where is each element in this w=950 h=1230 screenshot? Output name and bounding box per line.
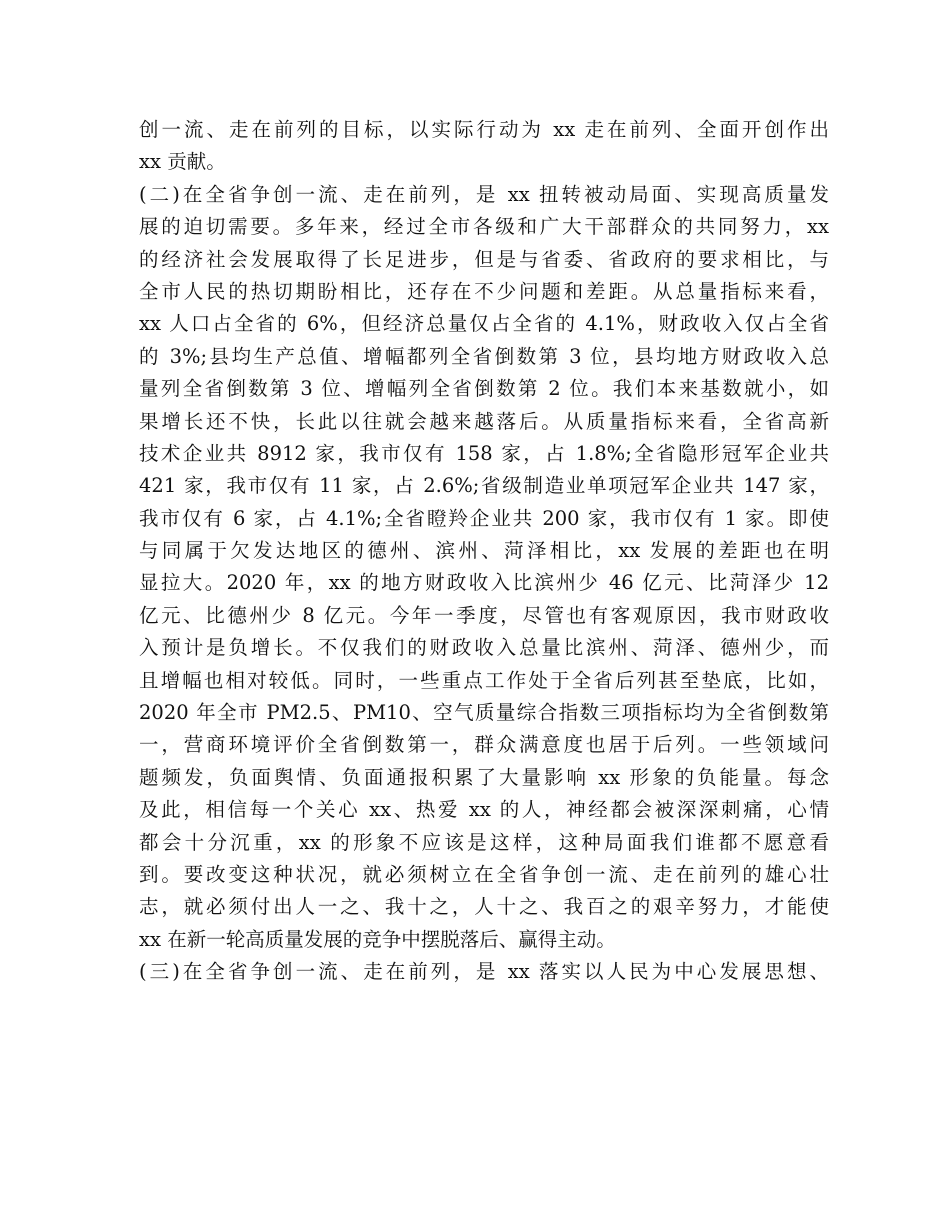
text-line: xx 在新一轮高质量发展的竞争中摆脱落后、赢得主动。 [139,927,616,951]
text-line: xx 人口占全省的 6%，但经济总量仅占全省的 4.1%，财政收入仅占全省 [139,312,829,336]
text-line: (三)在全省争创一流、走在前列，是 xx 落实以人民为中心发展思想、 [139,960,829,984]
text-line: xx 贡献。 [139,150,226,174]
text-line: 创一流、走在前列的目标，以实际行动为 xx 走在前列、全面开创作出 [139,118,829,141]
text-line: 421 家，我市仅有 11 家，占 2.6%;省级制造业单项冠军企业共 147 家， [139,474,829,498]
text-line: 展的迫切需要。多年来，经过全市各级和广大干部群众的共同努力，xx [139,215,829,239]
text-line: 到。要改变这种状况，就必须树立在全省争创一流、走在前列的雄心壮 [139,862,829,886]
text-line: 果增长还不快，长此以往就会越来越落后。从质量指标来看，全省高新 [139,409,829,433]
text-line: 的经济社会发展取得了长足进步，但是与省委、省政府的要求相比，与 [139,247,829,271]
text-line: 显拉大。2020 年，xx 的地方财政收入比滨州少 46 亿元、比菏泽少 12 [139,571,829,595]
document-body [139,114,829,989]
text-line: (二)在全省争创一流、走在前列，是 xx 扭转被动局面、实现高质量发 [139,182,829,206]
text-line: 题频发，负面舆情、负面通报积累了大量影响 xx 形象的负能量。每念 [139,765,829,789]
text-line: 一，营商环境评价全省倒数第一，群众满意度也居于后列。一些领域问 [139,733,829,757]
text-line: 全市人民的热切期盼相比，还存在不少问题和差距。从总量指标来看， [139,279,829,303]
text-line: 技术企业共 8912 家，我市仅有 158 家，占 1.8%;全省隐形冠军企业共 [139,441,829,465]
text-line: 量列全省倒数第 3 位、增幅列全省倒数第 2 位。我们本来基数就小，如 [139,377,829,401]
text-line: 志，就必须付出人一之、我十之，人十之、我百之的艰辛努力，才能使 [139,895,829,919]
text-line: 都会十分沉重，xx 的形象不应该是这样，这种局面我们谁都不愿意看 [139,830,829,854]
text-line: 与同属于欠发达地区的德州、滨州、菏泽相比，xx 发展的差距也在明 [139,539,829,563]
text-line: 的 3%;县均生产总值、增幅都列全省倒数第 3 位，县均地方财政收入总 [139,344,829,368]
text-line: 我市仅有 6 家，占 4.1%;全省瞪羚企业共 200 家，我市仅有 1 家。即使 [139,506,829,530]
text-line: 及此，相信每一个关心 xx、热爱 xx 的人，神经都会被深深刺痛，心情 [139,798,829,822]
text-line: 入预计是负增长。不仅我们的财政收入总量比滨州、菏泽、德州少，而 [139,636,829,660]
text-line: 且增幅也相对较低。同时，一些重点工作处于全省后列甚至垫底，比如， [139,668,829,692]
text-line: 亿元、比德州少 8 亿元。今年一季度，尽管也有客观原因，我市财政收 [139,603,829,627]
text-line: 2020 年全市 PM2.5、PM10、空气质量综合指数三项指标均为全省倒数第 [139,701,829,725]
